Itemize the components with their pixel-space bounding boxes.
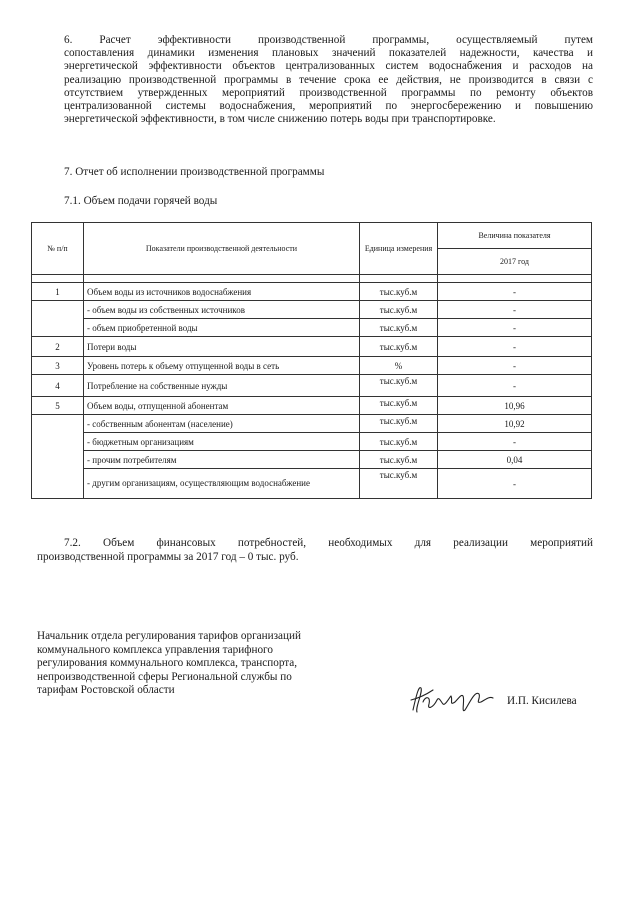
- row-unit: тыс.куб.м: [360, 301, 438, 319]
- section-7-1-heading: 7.1. Объем подачи горячей воды: [64, 195, 218, 207]
- row-unit: тыс.куб.м: [360, 283, 438, 301]
- signatory-title: [37, 630, 357, 698]
- text-line: 7.2. Объем финансовых потребностей, необходимых для реализации мероприятий: [64, 537, 593, 549]
- row-unit: тыс.куб.м: [360, 397, 438, 415]
- table-row: [32, 375, 592, 397]
- spacer-cell: [84, 275, 360, 283]
- table-row: [32, 337, 592, 357]
- section-6-paragraph: [37, 34, 593, 126]
- row-value: -: [438, 357, 592, 375]
- header-value-group: Величина показателя: [438, 223, 592, 249]
- table-row: [32, 451, 592, 469]
- row-name: - собственным абонентам (население): [84, 415, 360, 433]
- row-value: -: [438, 319, 592, 337]
- header-year: 2017 год: [438, 249, 592, 275]
- text-line: сопоставления динамики изменения плановых значений показателей надежности, качества и: [64, 47, 593, 60]
- table-row: [32, 283, 592, 301]
- row-num: 3: [32, 357, 84, 375]
- spacer-cell: [32, 275, 84, 283]
- signatory-title-line: непроизводственной сферы Региональной службы по: [37, 670, 292, 683]
- section-7-2-paragraph: [37, 537, 593, 564]
- text-line: реализацию производственной программы в течение срока ее действия, не производится в связи с: [64, 73, 593, 86]
- row-value: -: [438, 375, 592, 397]
- table-row: [32, 433, 592, 451]
- text-line: отсутствием утвержденных мероприятий производственной программы по ремонту объектов: [64, 86, 593, 99]
- header-unit: Единица измерения: [360, 223, 438, 275]
- text-line: энергетической эффективности, в том числе снижению потерь воды при транспортировке.: [64, 113, 496, 126]
- row-num: [32, 301, 84, 337]
- handwritten-signature: [405, 680, 495, 720]
- row-unit: тыс.куб.м: [360, 451, 438, 469]
- row-unit: тыс.куб.м: [360, 433, 438, 451]
- row-unit: %: [360, 357, 438, 375]
- row-num: 4: [32, 375, 84, 397]
- row-unit: тыс.куб.м: [360, 469, 438, 499]
- row-value: -: [438, 283, 592, 301]
- table-row: [32, 415, 592, 433]
- table-row: [32, 357, 592, 375]
- row-name: Потери воды: [84, 337, 360, 357]
- row-value: 10,96: [438, 397, 592, 415]
- row-unit: тыс.куб.м: [360, 337, 438, 357]
- row-value: 10,92: [438, 415, 592, 433]
- row-name: - прочим потребителям: [84, 451, 360, 469]
- text-line: производственной программы за 2017 год – 0 тыс. руб.: [37, 550, 299, 563]
- table-row: [32, 397, 592, 415]
- row-name: - объем воды из собственных источников: [84, 301, 360, 319]
- spacer-cell: [438, 275, 592, 283]
- header-indicator: Показатели производственной деятельности: [84, 223, 360, 275]
- text-line: 6. Расчет эффективности производственной программы, осуществляемый путем: [64, 34, 593, 46]
- signatory-name: И.П. Кисилева: [507, 695, 577, 707]
- signatory-title-line: коммунального комплекса управления тарифного: [37, 643, 273, 656]
- row-name: - бюджетным организациям: [84, 433, 360, 451]
- spacer-cell: [360, 275, 438, 283]
- row-num: 1: [32, 283, 84, 301]
- row-value: 0,04: [438, 451, 592, 469]
- row-name: Потребление на собственные нужды: [84, 375, 360, 397]
- row-unit: тыс.куб.м: [360, 415, 438, 433]
- text-line: централизованной системы водоснабжения, мероприятий по энергосбережению и повышению: [64, 100, 593, 113]
- row-unit: тыс.куб.м: [360, 319, 438, 337]
- table-row: [32, 301, 592, 319]
- row-value: -: [438, 337, 592, 357]
- row-name: - объем приобретенной воды: [84, 319, 360, 337]
- table-row: [32, 319, 592, 337]
- section-7-heading: 7. Отчет об исполнении производственной программы: [64, 166, 325, 178]
- row-num: [32, 415, 84, 499]
- text-line: энергетической эффективности объектов централизованных систем водоснабжения и расходов на: [64, 60, 593, 73]
- row-value: -: [438, 469, 592, 499]
- header-num: № п/п: [32, 223, 84, 275]
- row-name: Объем воды, отпущенной абонентам: [84, 397, 360, 415]
- row-value: -: [438, 301, 592, 319]
- row-value: -: [438, 433, 592, 451]
- row-name: Объем воды из источников водоснабжения: [84, 283, 360, 301]
- signatory-title-line: регулирования коммунального комплекса, транспорта,: [37, 657, 298, 670]
- row-name: Уровень потерь к объему отпущенной воды в сеть: [84, 357, 360, 375]
- signatory-title-line: Начальник отдела регулирования тарифов организаций: [37, 630, 301, 642]
- row-name: - другим организациям, осуществляющим водоснабжение: [84, 469, 360, 499]
- water-supply-table: [31, 222, 592, 499]
- row-num: 2: [32, 337, 84, 357]
- row-num: 5: [32, 397, 84, 415]
- row-unit: тыс.куб.м: [360, 375, 438, 397]
- table-row: [32, 469, 592, 499]
- signatory-title-line: тарифам Ростовской области: [37, 684, 175, 697]
